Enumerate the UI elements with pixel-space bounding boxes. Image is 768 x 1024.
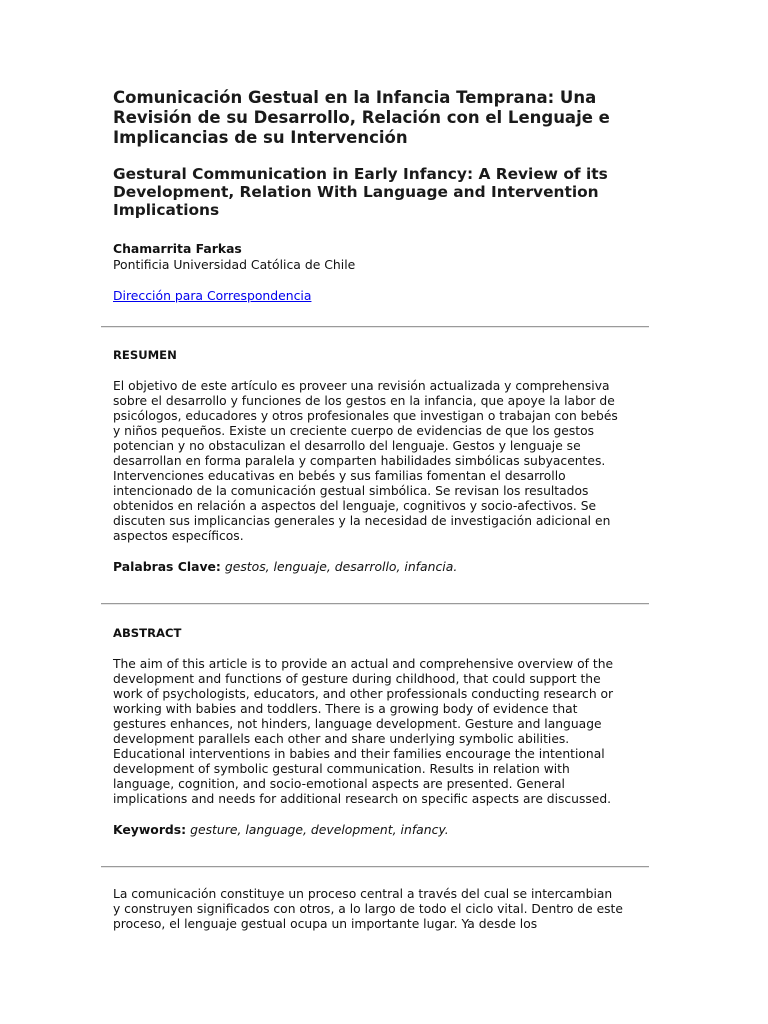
abstract-keywords [113, 822, 633, 838]
title-spanish: Comunicación Gestual en la Infancia Temprana: Una Revisión de su Desarrollo, Relación con el Lenguaje e Implicancias de su Intervención [113, 88, 610, 147]
author-name: Chamarrita Farkas [113, 241, 242, 256]
divider [101, 866, 649, 868]
abstract-keywords-values: gesture, language, development, infancy. [190, 822, 449, 837]
abstract-text: The aim of this article is to provide an actual and comprehensive overview of the development and functions of gesture during childhood, that could support the work of psychologists, educators, and other professionals conducting research or working with babies and toddlers. There is a growing body of evidence that gestures enhances, not hinders, language development. Gesture and language development parallels each other and share underlying symbolic abilities. Educational interventions in babies and their families encourage the intentional development of symbolic gestural communication. Results in relation with language, cognition, and socio-emotional aspects are presented. General implications and needs for additional research on specific aspects are discussed. [113, 657, 614, 806]
resumen-keywords [113, 559, 633, 575]
article-header [113, 88, 633, 304]
author-affiliation: Pontificia Universidad Católica de Chile [113, 257, 356, 272]
abstract-keywords-label: Keywords: [113, 822, 187, 837]
intro-section [113, 887, 633, 932]
title-english: Gestural Communication in Early Infancy: A Review of its Development, Relation With Language and Intervention Implications [113, 165, 608, 219]
resumen-text: El objetivo de este artículo es proveer una revisión actualizada y comprehensiva sobre el desarrollo y funciones de los gestos en la infancia, que apoye la labor de psicólogos, educadores y otros profesionales que investigan o trabajan con bebés y niños pequeños. Existe un creciente cuerpo de evidencias de que los gestos potencian y no obstaculizan el desarrollo del lenguaje. Gestos y lenguaje se desarrollan en forma paralela y comparten habilidades simbólicas subyacentes. Intervenciones educativas en bebés y sus familias fomentan el desarrollo intencionado de la comunicación gestual simbólica. Se revisan los resultados obtenidos en relación a aspectos del lenguaje, cognitivos y socio-afectivos. Se discuten sus implicancias generales y la necesidad de investigación adicional en aspectos específicos. [113, 379, 618, 543]
intro-text: La comunicación constituye un proceso central a través del cual se intercambian y construyen significados con otros, a lo largo de todo el ciclo vital. Dentro de este proceso, el lenguaje gestual ocupa un importante lugar. Ya desde los [113, 887, 623, 931]
abstract-section [113, 626, 633, 838]
abstract-heading: ABSTRACT [113, 626, 182, 640]
resumen-keywords-label: Palabras Clave: [113, 559, 221, 574]
resumen-keywords-values: gestos, lenguaje, desarrollo, infancia. [224, 559, 458, 574]
divider [101, 326, 649, 328]
resumen-section [113, 348, 633, 575]
divider [101, 603, 649, 605]
resumen-heading: RESUMEN [113, 348, 177, 362]
correspondence-link[interactable]: Dirección para Correspondencia [113, 288, 312, 303]
